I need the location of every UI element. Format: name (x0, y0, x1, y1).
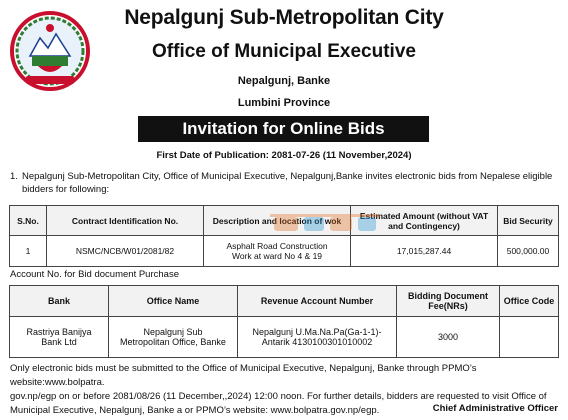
table-header-row (10, 286, 559, 317)
col-security-header: Bid Security (498, 206, 559, 236)
closing-line-2: gov.np/egp on or before 2081/08/26 (11 December,,2024) 12:00 noon. For further details, bidders are requested to visit Office of (10, 391, 547, 402)
notice-banner: Invitation for Online Bids (138, 116, 429, 142)
page-title: Nepalgunj Sub-Metropolitan City (124, 6, 444, 29)
office-line-2: Metropolitan Office, Banke (120, 337, 226, 347)
cell-fee: 3000 (397, 317, 500, 358)
intro-number: 1. (10, 171, 18, 182)
col-office-header: Office Name (109, 286, 238, 317)
account-line-2: Antarik 4130100301010002 (261, 337, 373, 347)
office-line-1: Nepalgunj Sub (143, 327, 203, 337)
table-header-row (10, 206, 559, 236)
cell-description (204, 236, 351, 267)
cell-contract-id: NSMC/NCB/W01/2081/82 (47, 236, 204, 267)
bank-line-1: Rastriya Banijya (26, 327, 92, 337)
cell-amount: 17,015,287.44 (351, 236, 498, 267)
cell-bank (10, 317, 109, 358)
closing-line-1: Only electronic bids must be submitted to the Office of Municipal Executive, Nepalgunj, Banke through PPMO’s website:www.bolpatra. (10, 363, 477, 388)
province-text: Lumbini Province (237, 97, 331, 109)
description-line-1: Asphalt Road Construction (226, 241, 328, 251)
intro-line-1: Nepalgunj Sub-Metropolitan City, Office of Municipal Executive, Nepalgunj,Banke invites electronic bids from Nepalese eligible (22, 171, 553, 182)
location-text: Nepalgunj, Banke (237, 75, 331, 87)
closing-line-3: Municipal Executive, Nepalgunj, Banke a or PPMO’s website: www.bolpatra.gov.np/egp. (10, 405, 380, 416)
table-row (10, 317, 559, 358)
cell-account (238, 317, 397, 358)
col-bank-header: Bank (10, 286, 109, 317)
col-account-header: Revenue Account Number (238, 286, 397, 317)
cell-security: 500,000.00 (498, 236, 559, 267)
bank-table (9, 285, 559, 358)
cell-sno: 1 (10, 236, 47, 267)
signature-title: Chief Administrative Officer (432, 403, 558, 414)
publication-date: First Date of Publication: 2081-07-26 (11 November,2024) (156, 150, 412, 161)
intro-paragraph (10, 170, 562, 196)
cell-office-code (500, 317, 559, 358)
bank-line-2: Bank Ltd (41, 337, 77, 347)
description-line-2: Work at ward No 4 & 19 (231, 251, 323, 261)
account-line-1: Nepalgunj U.Ma.Na.Pa(Ga-1-1)- (252, 327, 382, 337)
col-sno-header: S.No. (10, 206, 47, 236)
cell-office (109, 317, 238, 358)
col-code-header: Office Code (500, 286, 559, 317)
col-fee-header: Bidding Document Fee(NRs) (397, 286, 500, 317)
bid-table (9, 205, 559, 267)
col-contract-header: Contract Identification No. (47, 206, 204, 236)
col-description-header: Description and location of wok (204, 206, 351, 236)
table-row (10, 236, 559, 267)
account-label: Account No. for Bid document Purchase (10, 269, 179, 280)
office-title: Office of Municipal Executive (152, 41, 416, 62)
col-amount-header: Estimated Amount (without VAT and Contingency) (351, 206, 498, 236)
intro-line-2: bidders for following: (22, 184, 110, 195)
